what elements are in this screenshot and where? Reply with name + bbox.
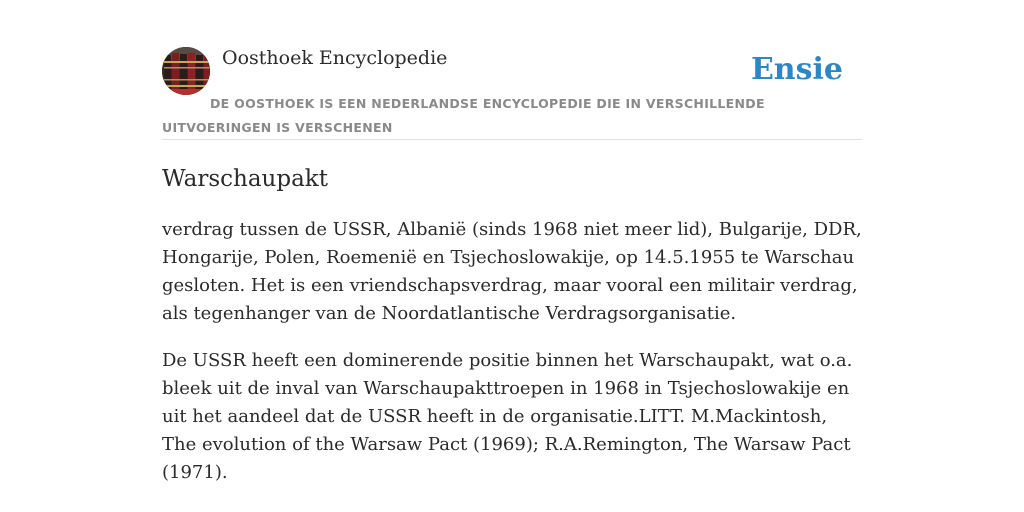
site-tagline: DE OOSTHOEK IS EEN NEDERLANDSE ENCYCLOPEDIE DIE IN VERSCHILLENDE UITVOERINGEN IS VERSCHENEN <box>162 96 765 135</box>
article <box>162 160 862 487</box>
site-header <box>162 44 862 140</box>
article-paragraph: De USSR heeft een dominerende positie binnen het Warschaupakt, wat o.a. bleek uit de inval van Warschaupakttroepen in 1968 in Tsjechoslowakije en uit het aandeel dat de USSR heeft in de organisatie.LITT. M.Mackintosh, The evolution of the Warsaw Pact (1969); R.A.Remington, The Warsaw Pact (1971). <box>162 350 853 483</box>
avatar[interactable] <box>162 47 210 95</box>
brand-logo[interactable]: Ensie <box>750 52 843 87</box>
article-title: Warschaupakt <box>162 166 328 192</box>
article-paragraph: verdrag tussen de USSR, Albanië (sinds 1968 niet meer lid), Bulgarije, DDR, Hongarije, Polen, Roemenië en Tsjechoslowakije, op 14.5.1955 te Warschau gesloten. Het is een vriendschapsverdrag, maar vooral een militair verdrag, als tegenhanger van de Noordatlantische Verdragsorganisatie. <box>162 219 862 324</box>
book-spines-icon <box>162 47 210 95</box>
site-title[interactable]: Oosthoek Encyclopedie <box>222 47 448 69</box>
